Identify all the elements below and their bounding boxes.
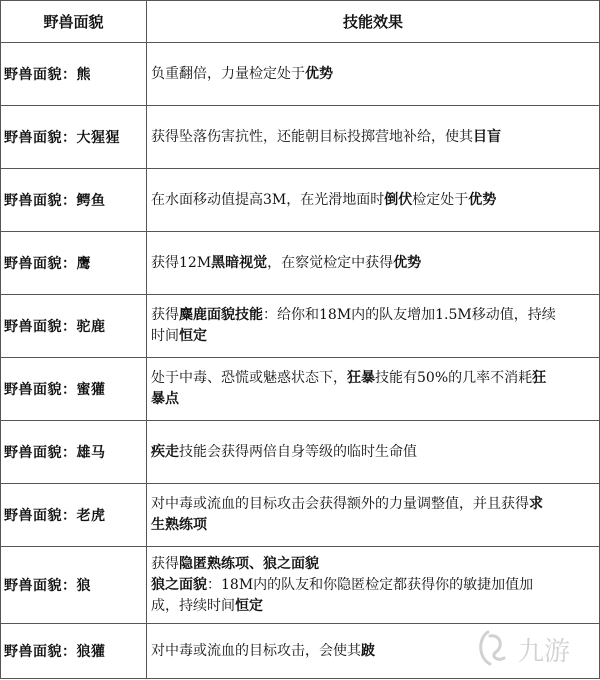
- skill-effect: [147, 358, 600, 421]
- skill-effect: [147, 484, 600, 547]
- effect-keyword: 求: [529, 496, 543, 512]
- effect-keyword: 优势: [468, 191, 497, 208]
- beast-aspect-name: 野兽面貌：驼鹿: [1, 295, 147, 358]
- beast-aspect-name: 野兽面貌：狼: [1, 547, 147, 624]
- jiuyou-watermark-logo: [474, 624, 592, 674]
- skill-effect: [147, 43, 600, 106]
- table-row: [1, 547, 600, 624]
- effect-line: [151, 305, 593, 326]
- effect-text: ：18M内的队友和你隐匿检定都获得你的敏捷加值加: [207, 576, 534, 593]
- effect-text: 时间: [151, 328, 179, 344]
- beast-aspect-name: 野兽面貌：熊: [1, 43, 147, 106]
- effect-text: 获得坠落伤害抗性，还能朝目标投掷营地补给，使其: [151, 128, 473, 145]
- effect-line: [151, 368, 593, 389]
- effect-keyword: 优势: [393, 254, 422, 271]
- effect-keyword: 恒定: [179, 328, 207, 344]
- effect-line: [151, 554, 593, 575]
- table-row: [1, 484, 600, 547]
- effect-line: [151, 494, 593, 515]
- beast-aspect-name: 野兽面貌：狼獾: [1, 624, 147, 679]
- effect-line: [151, 442, 593, 463]
- effect-line: [151, 253, 593, 274]
- effect-keyword: 目盲: [473, 128, 501, 145]
- effect-text: 处于中毒、恐慌或魅惑状态下，: [151, 370, 347, 386]
- effect-keyword: 跛: [361, 642, 375, 659]
- effect-line: [151, 127, 593, 148]
- effect-text: 获得: [151, 307, 179, 323]
- watermark-text: 九游: [518, 637, 571, 667]
- effect-text: 在水面移动值提高3M，在光滑地面时: [151, 191, 385, 208]
- effect-text: ：给你和18M内的队友增加1.5M移动值，持续: [263, 307, 556, 323]
- skill-effect: [147, 169, 600, 232]
- effect-line: [151, 575, 593, 596]
- table-header-row: [1, 1, 600, 43]
- effect-keyword: 狼之面貌: [151, 576, 207, 593]
- effect-keyword: 倒伏: [384, 191, 413, 208]
- effect-keyword: 优势: [305, 65, 333, 82]
- beast-aspect-name: 野兽面貌：鳄鱼: [1, 169, 147, 232]
- effect-text: 成，持续时间: [151, 597, 235, 614]
- effect-keyword: 隐匿熟练项、狼之面貌: [179, 555, 319, 572]
- table-row: [1, 169, 600, 232]
- effect-text: 对中毒或流血的目标攻击会获得额外的力量调整值，并且获得: [151, 496, 529, 512]
- skill-effect: [147, 547, 600, 624]
- header-beast-aspect: 野兽面貌: [1, 1, 147, 43]
- logo-swirl-icon: [481, 632, 490, 664]
- table-row: [1, 106, 600, 169]
- skill-effect: [147, 295, 600, 358]
- effect-text: 技能会获得两倍自身等级的临时生命值: [179, 443, 417, 460]
- effect-keyword: 狂暴: [347, 370, 375, 386]
- effect-keyword: 暴点: [151, 391, 179, 407]
- effect-keyword: 麋鹿面貌技能: [179, 307, 263, 323]
- header-skill-effect: 技能效果: [147, 1, 600, 43]
- effect-text: ，在察觉检定中获得: [267, 254, 394, 271]
- beast-aspect-name: 野兽面貌：鹰: [1, 232, 147, 295]
- effect-keyword: 疾走: [151, 443, 179, 460]
- effect-text: 检定处于: [412, 191, 469, 208]
- effect-line: [151, 389, 593, 410]
- table-row: [1, 43, 600, 106]
- effect-keyword: 狂: [532, 370, 547, 386]
- table-row: [1, 358, 600, 421]
- effect-text: 技能有50%的几率不消耗: [375, 370, 533, 386]
- effect-keyword: 生熟练项: [151, 517, 207, 533]
- skill-effect: [147, 106, 600, 169]
- table-row: [1, 421, 600, 484]
- skill-effect: [147, 232, 600, 295]
- table-row: [1, 232, 600, 295]
- beast-aspect-name: 野兽面貌：大猩猩: [1, 106, 147, 169]
- effect-text: 获得: [151, 555, 179, 572]
- effect-keyword: 恒定: [235, 597, 263, 614]
- effect-line: [151, 326, 593, 347]
- effect-text: 负重翻倍，力量检定处于: [151, 65, 305, 82]
- effect-line: [151, 64, 593, 85]
- skill-effect: [147, 421, 600, 484]
- beast-aspect-name: 野兽面貌：雄马: [1, 421, 147, 484]
- effect-keyword: 黑暗视觉: [211, 254, 268, 271]
- beast-aspect-name: 野兽面貌：蜜獾: [1, 358, 147, 421]
- beast-aspect-name: 野兽面貌：老虎: [1, 484, 147, 547]
- table-row: [1, 295, 600, 358]
- effect-line: [151, 190, 593, 211]
- effect-text: 对中毒或流血的目标攻击，会使其: [151, 642, 361, 659]
- effect-line: [151, 596, 593, 617]
- effect-line: [151, 515, 593, 536]
- effect-text: 获得12M: [151, 254, 212, 271]
